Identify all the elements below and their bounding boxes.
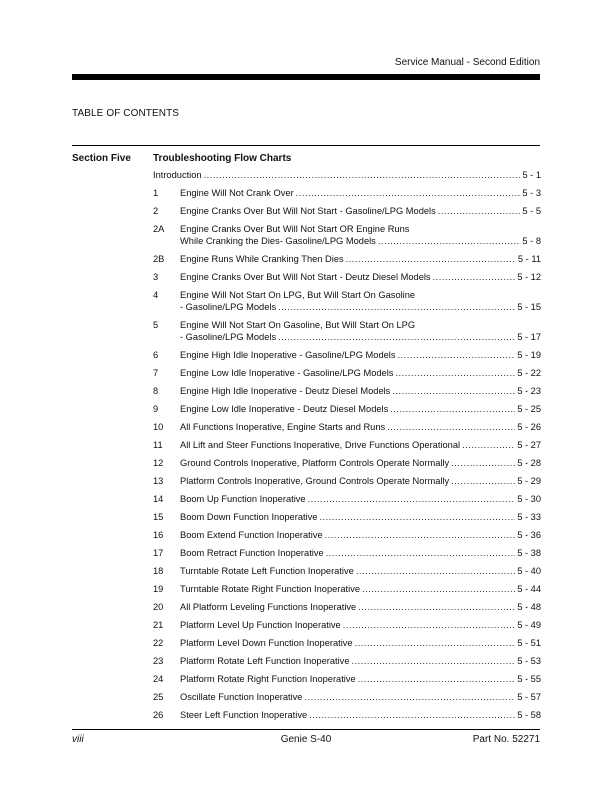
dot-leader — [433, 271, 516, 283]
dot-leader — [352, 655, 516, 667]
toc-entry-number: 10 — [153, 422, 164, 432]
toc-entry-number: 8 — [153, 386, 159, 396]
toc-entry-body — [180, 367, 541, 379]
toc-entry — [153, 439, 541, 451]
toc-entry — [153, 691, 541, 703]
toc-entry-line — [180, 655, 541, 667]
toc-entry-title: - Gasoline/LPG Models — [180, 302, 277, 312]
toc-entry-line — [180, 367, 541, 379]
toc-entry — [153, 511, 541, 523]
toc-entry-line — [180, 187, 541, 199]
toc-entry-number: 15 — [153, 512, 164, 522]
toc-entry-title: Engine Cranks Over But Will Not Start - Gasoline/LPG Models — [180, 206, 436, 216]
toc-entry-title: Boom Up Function Inoperative — [180, 494, 306, 504]
toc-entry-body — [180, 403, 541, 415]
section-label: Section Five — [72, 153, 131, 164]
dot-leader — [398, 349, 516, 361]
toc-entry — [153, 655, 541, 667]
toc-entry-line — [153, 169, 541, 181]
toc-entry — [153, 385, 541, 397]
toc-entry-line — [180, 349, 541, 361]
toc-entry-page: 5 - 26 — [517, 422, 541, 432]
toc-entry-line — [180, 289, 541, 301]
toc-entry-body — [180, 637, 541, 649]
toc-entry-body — [180, 475, 541, 487]
toc-entry-number: 26 — [153, 710, 164, 720]
toc-entry-body — [180, 529, 541, 541]
toc-entry — [153, 673, 541, 685]
toc-entry-title: Engine High Idle Inoperative - Gasoline/LPG Models — [180, 350, 396, 360]
toc-entry-line — [180, 529, 541, 541]
toc-entry-page: 5 - 11 — [517, 254, 541, 264]
dot-leader — [451, 457, 515, 469]
footer-page-label: viii — [72, 734, 84, 745]
dot-leader — [356, 565, 515, 577]
toc-entry-body — [180, 655, 541, 667]
section-rule — [72, 145, 540, 146]
toc-entry-body — [180, 271, 541, 283]
toc-entry-page: 5 - 3 — [522, 188, 541, 198]
toc-entry-title: Engine Low Idle Inoperative - Deutz Diesel Models — [180, 404, 389, 414]
toc-entry-line — [180, 253, 541, 265]
toc-entry-body — [180, 385, 541, 397]
toc-entry-title: While Cranking the Dies- Gasoline/LPG Models — [180, 236, 376, 246]
toc-entry-title: Boom Retract Function Inoperative — [180, 548, 324, 558]
dot-leader — [362, 583, 515, 595]
dot-leader — [296, 187, 521, 199]
toc-entry-page: 5 - 23 — [517, 386, 541, 396]
toc-entry-body — [180, 709, 541, 721]
toc-entry-page: 5 - 53 — [517, 656, 541, 666]
toc-entry-page: 5 - 8 — [522, 236, 541, 246]
manual-title: Service Manual - Second Edition — [394, 57, 540, 68]
dot-leader — [451, 475, 515, 487]
dot-leader — [355, 637, 516, 649]
toc-entry-title: Steer Left Function Inoperative — [180, 710, 308, 720]
footer-part-number: Part No. 52271 — [472, 734, 540, 745]
toc-entry-page: 5 - 19 — [517, 350, 541, 360]
toc-entry-page: 5 - 27 — [517, 440, 541, 450]
toc-entry-body — [180, 349, 541, 361]
dot-leader — [278, 331, 515, 343]
toc-entry-body — [180, 547, 541, 559]
toc-entry-body — [180, 253, 541, 265]
toc-entry-number: 19 — [153, 584, 164, 594]
toc-entry-title: Oscillate Function Inoperative — [180, 692, 303, 702]
toc-entry-page: 5 - 38 — [517, 548, 541, 558]
toc-entry-line — [180, 565, 541, 577]
toc-entry-body — [180, 289, 541, 313]
footer-rule — [72, 729, 540, 730]
toc-entry-number: 20 — [153, 602, 164, 612]
dot-leader — [308, 493, 516, 505]
toc-entry-page: 5 - 15 — [517, 302, 541, 312]
toc-entry-line — [180, 457, 541, 469]
dot-leader — [343, 619, 516, 631]
toc-entry-title: Boom Down Function Inoperative — [180, 512, 318, 522]
dot-leader — [358, 601, 515, 613]
toc-entry-title: Turntable Rotate Left Function Inoperative — [180, 566, 354, 576]
toc-entry-title: Platform Rotate Left Function Inoperative — [180, 656, 350, 666]
toc-entry-line — [180, 511, 541, 523]
toc-entry — [153, 349, 541, 361]
toc-entry-line — [180, 601, 541, 613]
toc-entry-body — [180, 565, 541, 577]
toc-entry-number: 14 — [153, 494, 164, 504]
toc-entry — [153, 205, 541, 217]
toc-entry-page: 5 - 33 — [517, 512, 541, 522]
dot-leader — [390, 403, 515, 415]
toc-entry-line — [180, 673, 541, 685]
toc-entry-number: 9 — [153, 404, 159, 414]
toc-entry-title: All Functions Inoperative, Engine Starts and Runs — [180, 422, 386, 432]
toc-entry-line — [180, 421, 541, 433]
toc-entry-number: 5 — [153, 320, 159, 330]
toc-entry-page: 5 - 22 — [517, 368, 541, 378]
dot-leader — [438, 205, 521, 217]
toc-entry-title: All Platform Leveling Functions Inoperative — [180, 602, 357, 612]
toc-entry-title: Platform Controls Inoperative, Ground Controls Operate Normally — [180, 476, 450, 486]
toc-entry-title: Engine Will Not Start On LPG, But Will Start On Gasoline — [180, 290, 416, 300]
toc-entry-line — [180, 709, 541, 721]
toc-entry-body — [153, 169, 541, 181]
toc-entry — [153, 709, 541, 721]
toc-entry-body — [180, 691, 541, 703]
toc-entry-body — [180, 187, 541, 199]
dot-leader — [358, 673, 516, 685]
toc-entry — [153, 223, 541, 247]
toc-entry-number: 13 — [153, 476, 164, 486]
toc-entry-page: 5 - 17 — [517, 332, 541, 342]
toc-entry-number: 2A — [153, 224, 165, 234]
toc-entry — [153, 421, 541, 433]
toc-entry — [153, 367, 541, 379]
toc-entry — [153, 475, 541, 487]
toc-entry — [153, 271, 541, 283]
section-title: Troubleshooting Flow Charts — [153, 153, 292, 164]
toc-entry-title: Platform Level Up Function Inoperative — [180, 620, 341, 630]
toc-entry — [153, 403, 541, 415]
toc-entry — [153, 169, 541, 181]
toc-entry — [153, 253, 541, 265]
toc-entry-number: 2B — [153, 254, 165, 264]
toc-entry-line — [180, 691, 541, 703]
toc-entry-title: Turntable Rotate Right Function Inoperative — [180, 584, 361, 594]
toc-entry-title: Engine High Idle Inoperative - Deutz Diesel Models — [180, 386, 391, 396]
toc-entry-body — [180, 457, 541, 469]
toc-entry-number: 22 — [153, 638, 164, 648]
dot-leader — [392, 385, 515, 397]
toc-entry-number: 7 — [153, 368, 159, 378]
toc-entry — [153, 187, 541, 199]
toc-entry-number: 21 — [153, 620, 164, 630]
toc-entry-title: Platform Rotate Right Function Inoperative — [180, 674, 356, 684]
toc-entry-page: 5 - 12 — [517, 272, 541, 282]
toc-entry-page: 5 - 48 — [517, 602, 541, 612]
toc-entry — [153, 319, 541, 343]
toc-entry-title: Platform Level Down Function Inoperative — [180, 638, 353, 648]
toc-entry-page: 5 - 51 — [517, 638, 541, 648]
toc-entry-page: 5 - 36 — [517, 530, 541, 540]
toc-entry-number: 25 — [153, 692, 164, 702]
toc-entry-line — [180, 319, 541, 331]
toc-entry-number: 16 — [153, 530, 164, 540]
toc-entry-line — [180, 583, 541, 595]
dot-leader — [346, 253, 516, 265]
dot-leader — [309, 709, 515, 721]
toc-entry-number: 4 — [153, 290, 159, 300]
dot-leader — [319, 511, 515, 523]
toc-entry — [153, 457, 541, 469]
toc-entry-page: 5 - 40 — [517, 566, 541, 576]
toc-entry-body — [180, 439, 541, 451]
footer-product: Genie S-40 — [280, 734, 332, 745]
toc-entry-title: All Lift and Steer Functions Inoperative, Drive Functions Operational — [180, 440, 461, 450]
toc-entry-title: Introduction — [153, 170, 202, 180]
toc-entry — [153, 565, 541, 577]
toc-entry — [153, 637, 541, 649]
toc-entry-title: Engine Cranks Over But Will Not Start OR Engine Runs — [180, 224, 410, 234]
toc-entry-page: 5 - 5 — [522, 206, 541, 216]
toc-entry-body — [180, 511, 541, 523]
toc-entry-title: - Gasoline/LPG Models — [180, 332, 277, 342]
toc-entry-number: 23 — [153, 656, 164, 666]
toc-entry-line — [180, 493, 541, 505]
toc-entry — [153, 493, 541, 505]
toc-entry-page: 5 - 49 — [517, 620, 541, 630]
toc-entry-number: 24 — [153, 674, 164, 684]
toc-entry-line — [180, 301, 541, 313]
dot-leader — [204, 169, 521, 181]
toc-entry-body — [180, 601, 541, 613]
toc-entry-line — [180, 223, 541, 235]
toc-entry-line — [180, 205, 541, 217]
dot-leader — [326, 547, 516, 559]
toc-entry — [153, 601, 541, 613]
toc-entry-title: Engine Will Not Crank Over — [180, 188, 294, 198]
toc-entry-body — [180, 619, 541, 631]
header-rule — [72, 74, 540, 80]
toc-entry — [153, 547, 541, 559]
toc-title: TABLE OF CONTENTS — [72, 108, 180, 119]
toc-entry-number: 12 — [153, 458, 164, 468]
toc-entry-line — [180, 385, 541, 397]
dot-leader — [395, 367, 515, 379]
dot-leader — [278, 301, 515, 313]
toc-entry-title: Boom Extend Function Inoperative — [180, 530, 323, 540]
toc-entry-line — [180, 637, 541, 649]
toc-entry-line — [180, 403, 541, 415]
toc-entry-line — [180, 331, 541, 343]
toc-entry-body — [180, 421, 541, 433]
toc-entry-body — [180, 583, 541, 595]
dot-leader — [378, 235, 521, 247]
toc-entry — [153, 619, 541, 631]
toc-entry-page: 5 - 55 — [517, 674, 541, 684]
toc-entry-list — [153, 169, 541, 721]
toc-entry-page: 5 - 28 — [517, 458, 541, 468]
toc-entry-title: Engine Will Not Start On Gasoline, But Will Start On LPG — [180, 320, 416, 330]
toc-entry-line — [180, 547, 541, 559]
dot-leader — [325, 529, 516, 541]
toc-entry-body — [180, 223, 541, 247]
toc-entry-title: Ground Controls Inoperative, Platform Controls Operate Normally — [180, 458, 450, 468]
dot-leader — [387, 421, 515, 433]
dot-leader — [462, 439, 515, 451]
toc-entry-number: 11 — [153, 440, 163, 450]
toc-entry-page: 5 - 58 — [517, 710, 541, 720]
toc-entry-body — [180, 205, 541, 217]
toc-entry-page: 5 - 29 — [517, 476, 541, 486]
toc-entry-line — [180, 235, 541, 247]
toc-entry-body — [180, 493, 541, 505]
toc-entry-page: 5 - 30 — [517, 494, 541, 504]
toc-entry-page: 5 - 44 — [517, 584, 541, 594]
toc-entry-page: 5 - 1 — [522, 170, 541, 180]
toc-entry-body — [180, 673, 541, 685]
toc-entry-body — [180, 319, 541, 343]
toc-entry — [153, 289, 541, 313]
toc-entry-line — [180, 475, 541, 487]
toc-entry-title: Engine Cranks Over But Will Not Start - Deutz Diesel Models — [180, 272, 431, 282]
toc-entry-line — [180, 619, 541, 631]
toc-entry — [153, 583, 541, 595]
toc-entry-page: 5 - 25 — [517, 404, 541, 414]
dot-leader — [304, 691, 515, 703]
toc-entry-number: 3 — [153, 272, 159, 282]
toc-entry-page: 5 - 57 — [517, 692, 541, 702]
toc-entry-number: 6 — [153, 350, 159, 360]
toc-entry-number: 1 — [153, 188, 159, 198]
toc-entry-line — [180, 439, 541, 451]
toc-entry-line — [180, 271, 541, 283]
toc-entry-title: Engine Runs While Cranking Then Dies — [180, 254, 344, 264]
toc-entry-title: Engine Low Idle Inoperative - Gasoline/LPG Models — [180, 368, 394, 378]
toc-entry-number: 17 — [153, 548, 164, 558]
toc-entry-number: 2 — [153, 206, 159, 216]
toc-entry — [153, 529, 541, 541]
toc-entry-number: 18 — [153, 566, 164, 576]
